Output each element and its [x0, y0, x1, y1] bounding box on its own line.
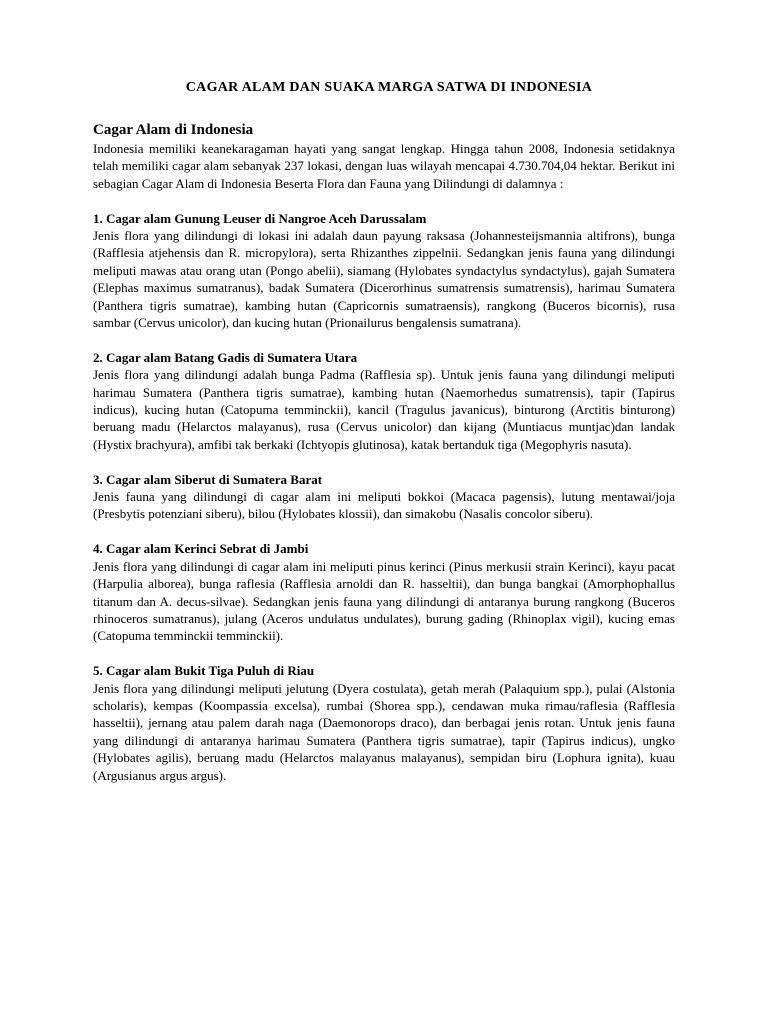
- section-paragraph: Jenis fauna yang dilindungi di cagar alam ini meliputi bokkoi (Macaca pagensis), lutung mentawai/joja (Presbytis potenziani siberu), bilou (Hylobates klossii), dan simakobu (Nasalis concolor siberu).: [93, 489, 675, 522]
- section-heading: 3. Cagar alam Siberut di Sumatera Barat: [93, 471, 323, 487]
- section-bukit-tiga-puluh: [93, 662, 675, 784]
- section-heading: 1. Cagar alam Gunung Leuser di Nangroe Aceh Darussalam: [93, 210, 427, 226]
- intro-block: [93, 120, 675, 192]
- section-heading: 5. Cagar alam Bukit Tiga Puluh di Riau: [93, 663, 315, 679]
- section-paragraph: Jenis flora yang dilindungi di lokasi ini adalah daun payung raksasa (Johannesteijsmannia altifrons), bunga (Rafflesia atjehensis dan R. micropylora), serta Rhizanthes zippelnii. Sedangkan jenis fauna yang dilindungi meliputi mawas atau orang utan (Pongo abelii), siamang (Hylobates syndactylus syndactylus), gajah Sumatera (Elephas maximus sumatranus), badak Sumatera (Dicerorhinus sumatrensis sumatrensis), harimau Sumatera (Panthera tigris sumatrae), kambing hutan (Capricornis sumatraensis), rangkong (Buceros bicornis), rusa sambar (Cervus unicolor), dan kucing hutan (Prionailurus bengalensis sumatrana).: [93, 228, 675, 331]
- section-batang-gadis: [93, 349, 675, 453]
- section-siberut: [93, 471, 675, 523]
- section-heading: 2. Cagar alam Batang Gadis di Sumatera Utara: [93, 349, 358, 365]
- section-heading: 4. Cagar alam Kerinci Sebrat di Jambi: [93, 541, 309, 557]
- intro-paragraph: Indonesia memiliki keanekaragaman hayati yang sangat lengkap. Hingga tahun 2008, Indonesia setidaknya telah memiliki cagar alam sebanyak 237 lokasi, dengan luas wilayah mencapai 4.730.704,04 hektar. Berikut ini sebagian Cagar Alam di Indonesia Beserta Flora dan Fauna yang Dilindungi di dalamnya :: [93, 141, 675, 191]
- section-gunung-leuser: [93, 210, 675, 332]
- section-paragraph: Jenis flora yang dilindungi di cagar alam ini meliputi pinus kerinci (Pinus merkusii strain Kerinci), kayu pacat (Harpulia alborea), bunga raflesia (Rafflesia arnoldi dan R. hasseltii), dan bunga bangkai (Amorphophallus titanum dan A. decus-silvae). Sedangkan jenis fauna yang dilindungi di antaranya burung rangkong (Buceros rhinoceros sumatranus), julang (Aceros undulatus undulates), burung gading (Rhinoplax vigil), kucing emas (Catopuma temminckii temminckii).: [93, 558, 675, 644]
- section-kerinci-sebrat: [93, 540, 675, 644]
- intro-heading: Cagar Alam di Indonesia: [93, 122, 254, 138]
- section-paragraph: Jenis flora yang dilindungi meliputi jelutung (Dyera costulata), getah merah (Palaquium spp.), pulai (Alstonia scholaris), kempas (Koompassia excelsa), rumbai (Shorea spp.), cendawan muka rimau/raflesia (Rafflesia hasseltii), jernang atau palem darah naga (Daemonorops draco), dan berbagai jenis rotan. Untuk jenis fauna yang dilindungi di antaranya harimau Sumatera (Panthera tigris sumatrae), tapir (Tapirus indicus), ungko (Hylobates agilis), beruang madu (Helarctos malayanus malayanus), sempidan biru (Lophura ignita), kuau (Argusianus argus argus).: [93, 680, 675, 783]
- document-title: CAGAR ALAM DAN SUAKA MARGA SATWA DI INDONESIA: [185, 80, 593, 95]
- section-paragraph: Jenis flora yang dilindungi adalah bunga Padma (Rafflesia sp). Untuk jenis fauna yang dilindungi meliputi harimau Sumatera (Panthera tigris sumatrae), kambing hutan (Naemorhedus sumatrensis), tapir (Tapirus indicus), kucing hutan (Catopuma temminckii), kancil (Tragulus javanicus), binturong (Arctitis binturong) beruang madu (Helarctos malayanus), rusa (Cervus unicolor) dan kijang (Muntiacus muntjac)dan landak (Hystix brachyura), amfibi tak berkaki (Ichtyopis glutinosa), katak bertanduk tiga (Megophyris nasuta).: [93, 367, 675, 452]
